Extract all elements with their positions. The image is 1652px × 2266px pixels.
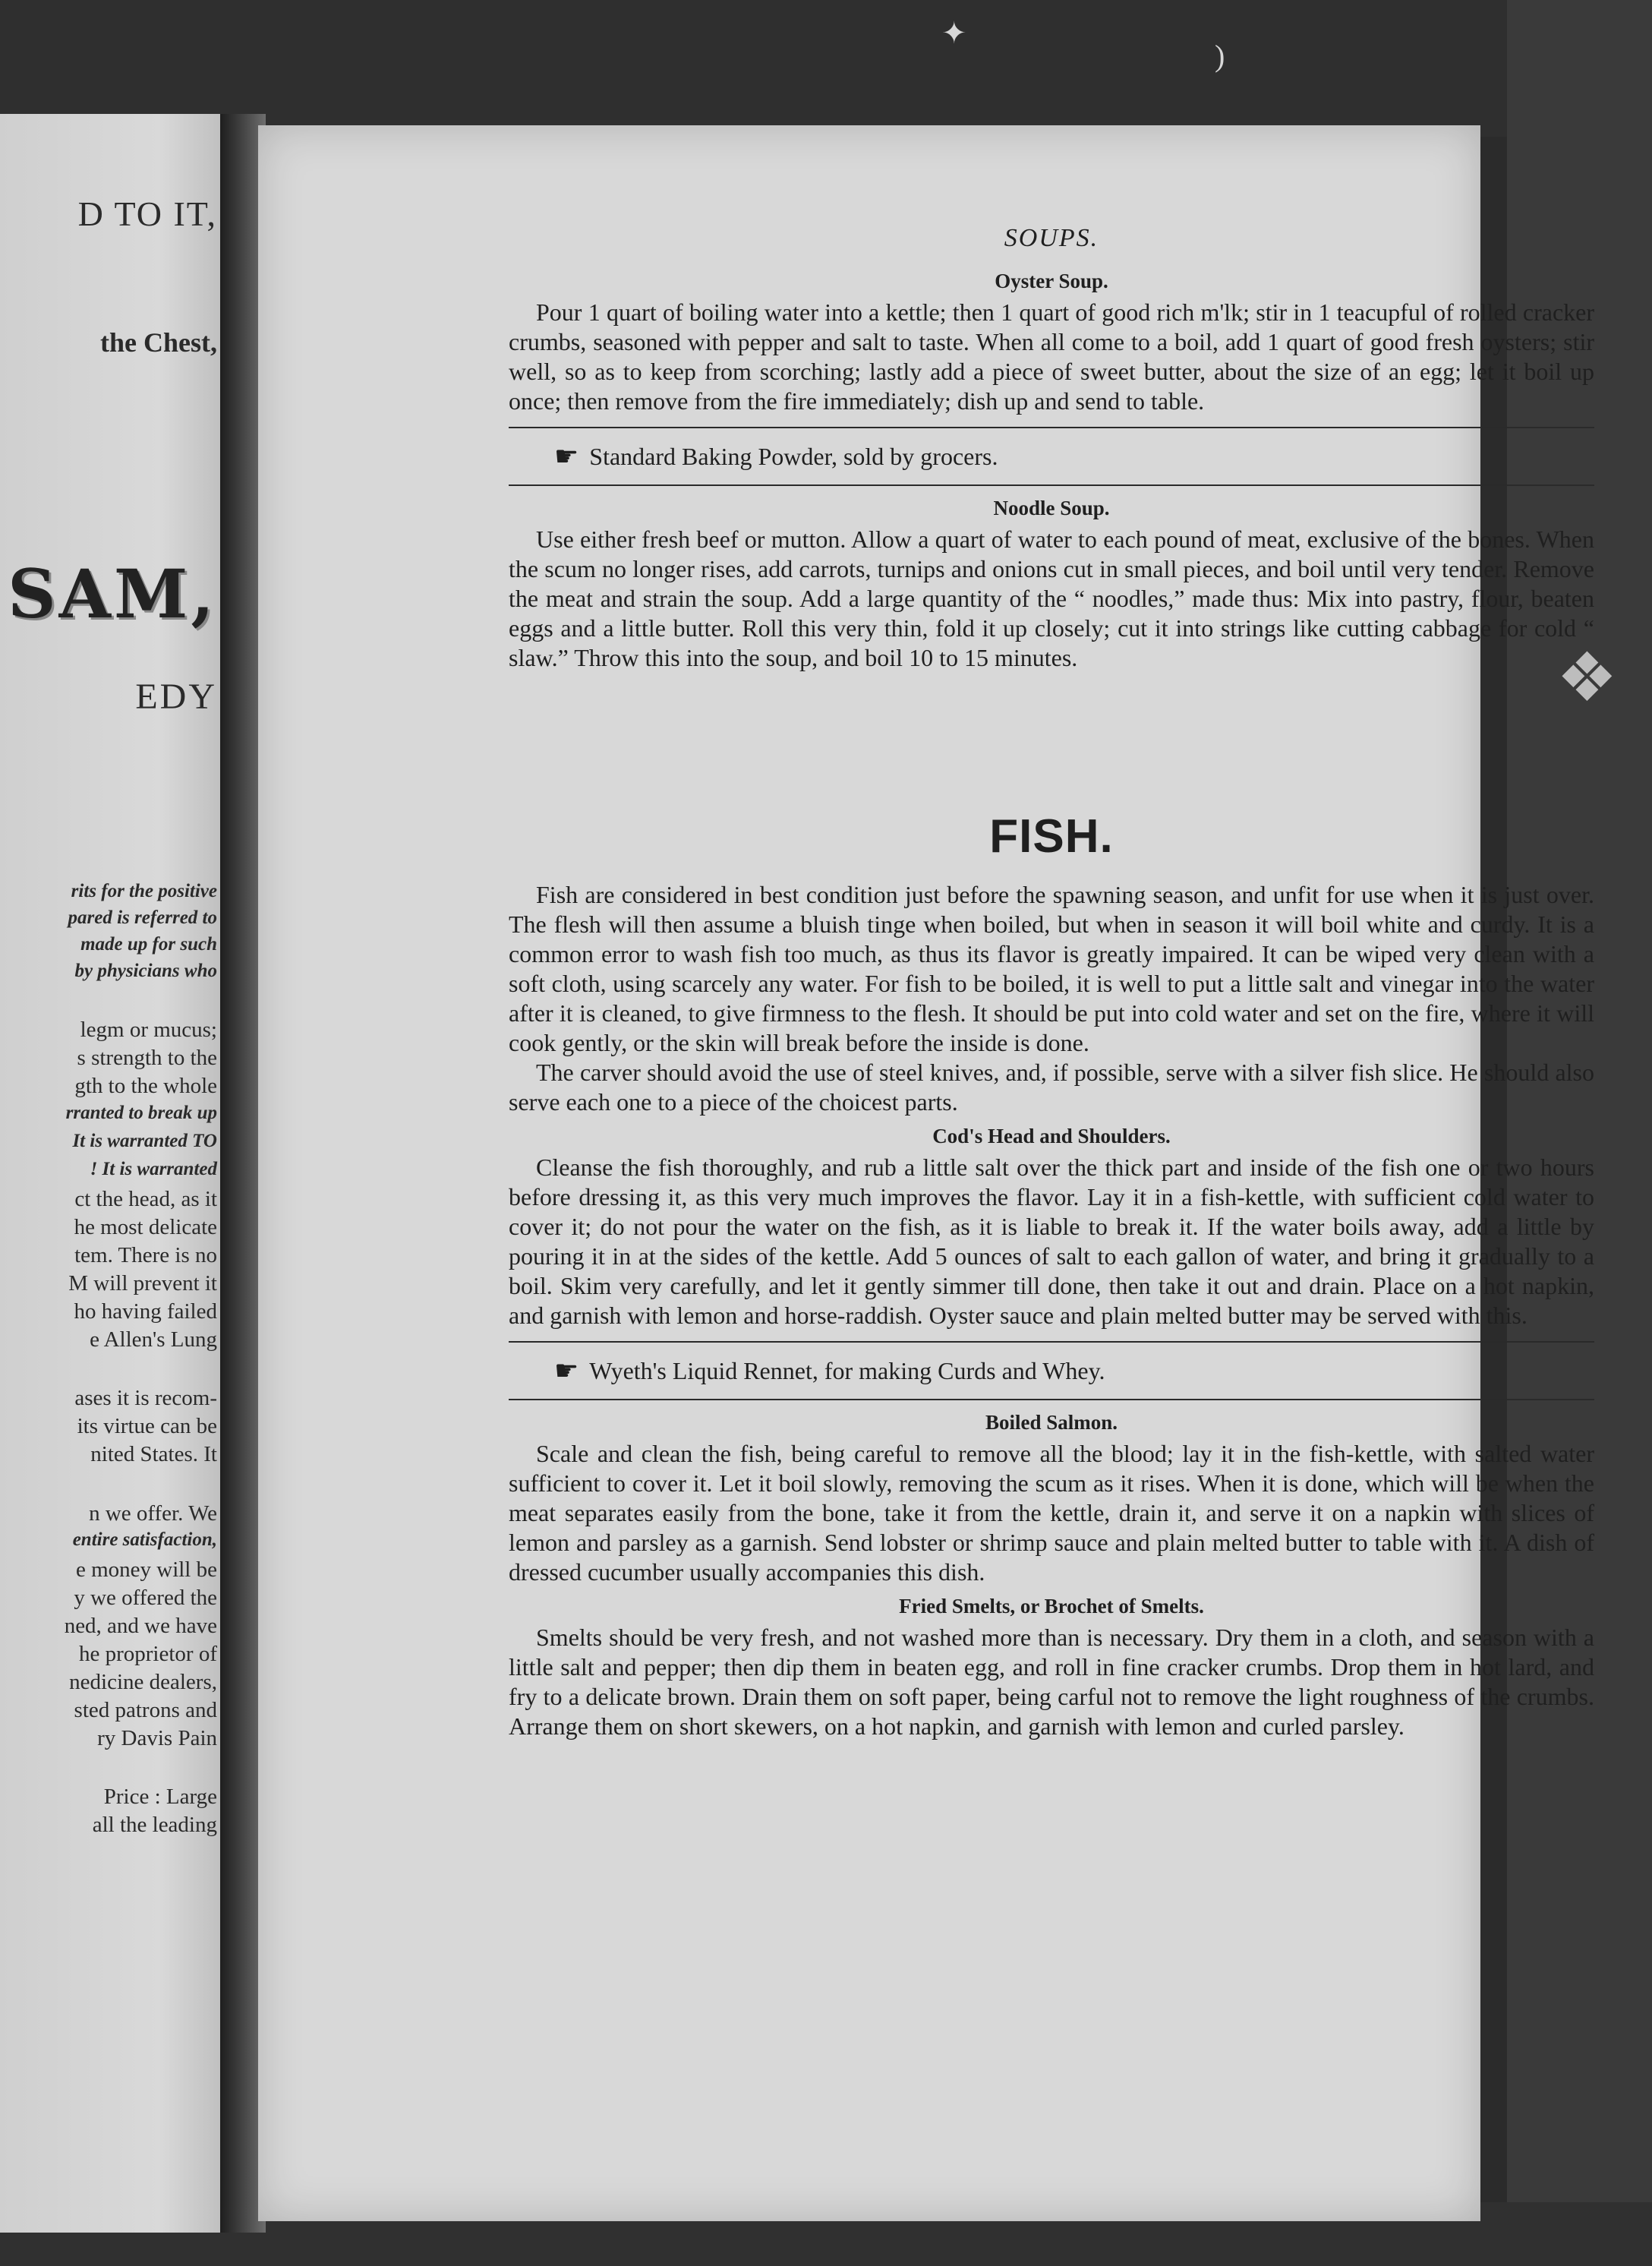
divider	[509, 484, 1594, 486]
advertisement-baking-powder	[509, 428, 1594, 484]
facing-page-line: e Allen's Lung	[90, 1327, 217, 1352]
facing-page-line: EDY	[135, 677, 217, 717]
facing-page-line: s strength to the	[77, 1046, 217, 1070]
facing-page-line: tem. There is no	[74, 1243, 217, 1267]
facing-page-line: the Chest,	[100, 327, 217, 358]
facing-page-line: gth to the whole	[74, 1074, 217, 1098]
facing-page-line: y we offered the	[74, 1586, 217, 1610]
dust-speck: ❖	[1556, 641, 1618, 716]
facing-page-line: nedicine dealers,	[69, 1670, 217, 1694]
facing-page-line: entire satisfaction,	[72, 1529, 217, 1550]
advertisement-text: Wyeth's Liquid Rennet, for making Curds and Whey.	[589, 1356, 1105, 1384]
facing-page-line: he proprietor of	[79, 1642, 217, 1666]
page-content	[509, 224, 1594, 1741]
recipe-title-oyster-soup: Oyster Soup.	[995, 270, 1108, 292]
facing-page-line: SAM,	[8, 554, 217, 633]
section-heading-fish: FISH.	[989, 810, 1114, 863]
facing-page-line: ned, and we have	[64, 1614, 217, 1638]
advertisement-text: Standard Baking Powder, sold by grocers.	[589, 442, 998, 470]
facing-page-line: he most delicate	[74, 1215, 217, 1239]
facing-page-line: ho having failed	[74, 1299, 217, 1324]
recipe-body-cods-head: Cleanse the fish thoroughly, and rub a little salt over the thick part and inside of the fish one or two hours before dressing it, as this very much improves the flavor. Lay it in a fish-kettle, with sufficient cold water to cover it; do not pour the water on the fish, as it is liable to break it. If the water boils away, add a little by pouring it in at the sides of the kettle. Add 5 ounces of salt to each gallon of water, and bring it gradually to a boil. Skim very carefully, and let it gently simmer till done, then take it out and drain. Place on a hot napkin, and garnish with lemon and horse-raddish. Oyster sauce and plain melted butter may be served with this.	[509, 1154, 1594, 1329]
book-page	[258, 125, 1594, 2221]
facing-page-fragment	[0, 114, 228, 2233]
facing-page-line: pared is referred to	[68, 907, 217, 928]
facing-page-line: rranted to break up	[65, 1103, 217, 1123]
facing-page-line: ases it is recom-	[74, 1386, 217, 1410]
recipe-title-noodle-soup: Noodle Soup.	[993, 497, 1110, 519]
facing-page-line: all the leading	[92, 1813, 217, 1837]
recipe-title-boiled-salmon: Boiled Salmon.	[985, 1411, 1118, 1434]
dust-speck: )	[1215, 39, 1225, 73]
facing-page-line: It is warranted TO	[72, 1131, 217, 1151]
recipe-body-oyster-soup: Pour 1 quart of boiling water into a kettle; then 1 quart of good rich m'lk; stir in 1 teacupful of rolled cracker crumbs, seasoned with pepper and salt to taste. When all come to a boil, add 1 quart of good fresh oysters; stir well, so as to keep from scorching; lastly add a piece of sweet butter, about the size of an egg; let it boil up once; then remove from the fire immediately; dish up and send to table.	[509, 298, 1594, 415]
fish-intro-paragraph-2: The carver should avoid the use of steel knives, and, if possible, serve with a silver fish slice. He should also serve each one to a piece of the choicest parts.	[509, 1059, 1594, 1116]
facing-page-line: nited States. It	[90, 1442, 217, 1466]
divider	[509, 1399, 1594, 1400]
facing-page-line: by physicians who	[74, 961, 217, 981]
recipe-title-fried-smelts: Fried Smelts, or Brochet of Smelts.	[899, 1595, 1204, 1617]
recipe-body-boiled-salmon: Scale and clean the fish, being careful to remove all the blood; lay it in the fish-kettle, with salted water sufficient to cover it. Let it boil slowly, removing the scum as it rises. When it is done, which will be when the meat separates easily from the bone, take it from the kettle, drain it, and serve it on a napkin with slices of lemon and parsley as a garnish. Send lobster or shrimp sauce and plain melted butter to table with it. A dish of dressed cucumber usually accompanies this dish.	[509, 1440, 1594, 1586]
facing-page-line: D TO IT,	[77, 194, 217, 233]
facing-page-line: M will prevent it	[68, 1271, 217, 1296]
facing-page-line: ! It is warranted	[90, 1159, 217, 1179]
pointing-hand-icon: ☛	[554, 441, 579, 472]
facing-page-line: sted patrons and	[74, 1698, 217, 1722]
dust-speck: ✦	[941, 16, 967, 50]
facing-page-line: its virtue can be	[77, 1414, 217, 1438]
facing-page-line: n we offer. We	[89, 1501, 217, 1526]
facing-page-line: rits for the positive	[71, 881, 217, 901]
pointing-hand-icon: ☛	[554, 1355, 579, 1386]
recipe-title-cods-head: Cod's Head and Shoulders.	[932, 1125, 1171, 1147]
recipe-body-fried-smelts: Smelts should be very fresh, and not washed more than is necessary. Dry them in a cloth, and season with a little salt and pepper; then dip them in beaten egg, and roll in fine cracker crumbs. Drop them in hot lard, and fry to a delicate brown. Drain them on soft paper, being carful not to remove the light roughness of the crumbs. Arrange them on short skewers, on a hot napkin, and garnish with lemon and curled parsley.	[509, 1624, 1594, 1740]
facing-page-line: made up for such	[80, 934, 217, 955]
advertisement-liquid-rennet	[509, 1343, 1594, 1399]
facing-page-line: legm or mucus;	[80, 1018, 217, 1042]
facing-page-line: ct the head, as it	[74, 1187, 217, 1211]
facing-page-line: e money will be	[75, 1557, 217, 1582]
facing-page-line: Price : Large	[103, 1785, 217, 1809]
recipe-body-noodle-soup: Use either fresh beef or mutton. Allow a quart of water to each pound of meat, exclusive of the bones. When the scum no longer rises, add carrots, turnips and onions cut in small pieces, and boil until very tender. Remove the meat and strain the soup. Add a large quantity of the “ noodles,” made thus: Mix into pastry, flour, beaten eggs and a little butter. Roll this very thin, fold it up closely; cut it into strings like cutting cabbage for cold “ slaw.” Throw this into the soup, and boil 10 to 15 minutes.	[509, 525, 1594, 671]
facing-page-line: ry Davis Pain	[97, 1726, 217, 1750]
running-head: SOUPS.	[1004, 224, 1099, 252]
fish-intro-paragraph-1: Fish are considered in best condition just before the spawning season, and unfit for use when it is just over. The flesh will then assume a bluish tinge when boiled, but when in season it will boil white and curdy. It is a common error to wash fish too much, as thus its flavor is greatly impaired. It can be wiped very clean with a soft cloth, using scarcely any water. For fish to be boiled, it is well to put a little salt and vinegar into the water after it is cleaned, to give firmness to the flesh. It should be put into cold water and set on the fire, where it will cook gently, or the skin will break before the inside is done.	[509, 881, 1594, 1056]
